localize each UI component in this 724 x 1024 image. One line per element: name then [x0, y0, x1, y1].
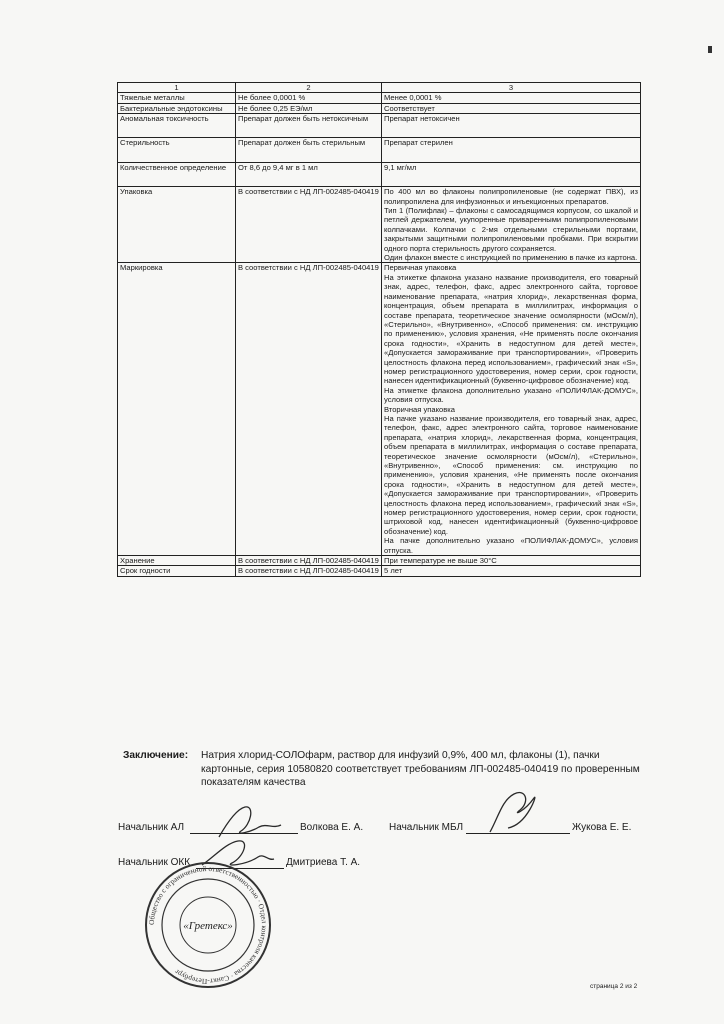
page-number: страница 2 из 2	[590, 983, 638, 990]
packaging-text: По 400 мл во флаконы полипропиленовые (не содержат ПВХ), из полипропилена для инфузионных и инъекционных препаратов.	[384, 187, 638, 206]
param-norm: В соответствии с НД ЛП-002485-040419	[236, 263, 382, 556]
column-header: 3	[382, 83, 641, 93]
secondary-pack-text: На пачке указано название производителя, его товарный знак, адрес, телефон, факс, адрес электронного сайта, торговое наименование препарата, «натрия хлорид», лекарственная форма, концентрация, объем препарата в миллилитрах, информация о составе препарата, теоретическое значение осмолярности (мОсм/л), «Стерильно», «Внутривенно», «Способ применения: см. инструкцию по применению», условия хранения, «Не применять после окончания срока годности», «Хранить в недоступном для детей месте», «Допускается замораживание при транспортировании», «Проверить целостность флакона перед использованием», графический знак «S», номер регистрационного удостоверения, номер серии, срок годности, штриховой код, нанесен идентификационный (буквенно-цифровое обозначение) код.	[384, 413, 638, 536]
param-result	[382, 263, 641, 556]
param-norm: В соответствии с НД ЛП-002485-040419	[236, 566, 382, 576]
param-result	[382, 187, 641, 263]
primary-pack-text: На этикетке флакона дополнительно указано «ПОЛИФЛАК-ДОМУС», условия отпуска.	[384, 385, 638, 405]
signature-mbl	[484, 788, 544, 838]
param-norm: Не более 0,0001 %	[236, 93, 382, 103]
al-name: Волкова Е. А.	[300, 822, 364, 833]
param-name: Тяжелые металлы	[118, 93, 236, 103]
param-norm: Препарат должен быть стерильным	[236, 138, 382, 163]
okk-title: Начальник ОКК	[118, 857, 191, 868]
param-name: Срок годности	[118, 566, 236, 576]
param-norm: От 8,6 до 9,4 мг в 1 мл	[236, 163, 382, 187]
stamp-ring-text: Общество с ограниченной ответственностью · Отдел контроля качества · Санкт-Петербург	[146, 863, 270, 987]
param-norm: Препарат должен быть нетоксичным	[236, 114, 382, 138]
param-norm: Не более 0,25 ЕЭ/мл	[236, 103, 382, 113]
table-row	[118, 103, 641, 113]
param-result: 5 лет	[382, 566, 641, 576]
scan-mark	[708, 46, 712, 53]
al-title: Начальник АЛ	[118, 822, 185, 833]
table-row	[118, 556, 641, 566]
packaging-text: Тип 1 (Полифлак) – флаконы с самосадящимся корпусом, со шкалой и петлей держателем, укупоренные приваренными полипропиленовыми колпачками. Колпачки с 2-мя отдельными стерильными портами, закрытыми защитными полипропиленовыми пробками. При вскрытии одного порта стерильность другого сохраняется.	[384, 206, 638, 253]
param-name: Количественное определение	[118, 163, 236, 187]
conclusion-label: Заключение:	[123, 750, 189, 761]
stamp-center-text: «Гретекс»	[183, 920, 233, 932]
table-row	[118, 138, 641, 163]
table-row	[118, 263, 641, 556]
table-row	[118, 187, 641, 263]
primary-pack-title: Первичная упаковка	[384, 263, 457, 273]
secondary-pack-title: Вторичная упаковка	[384, 404, 455, 414]
param-result: При температуре не выше 30°С	[382, 556, 641, 566]
table-row	[118, 114, 641, 138]
packaging-text: Один флакон вместе с инструкцией по применению в пачке из картона.	[384, 253, 638, 263]
param-name: Упаковка	[118, 187, 236, 263]
secondary-pack-text: На пачке дополнительно указано «ПОЛИФЛАК-ДОМУС», условия отпуска.	[384, 536, 638, 555]
primary-pack-text: На этикетке флакона указано название производителя, его товарный знак, адрес, телефон, факс, адрес электронного сайта, торговое наименование препарата, «натрия хлорид», лекарственная форма, концентрация, объем препарата в миллилитрах, информация о составе препарата, теоретическое значение осмолярности (мОсм/л), «Стерильно», «Внутривенно», «Способ применения: см. инструкцию по применению», условия хранения, «Не применять после окончания срока годности», «Хранить в недоступном для детей месте», «Допускается замораживание при транспортировании», «Проверить целостность флакона перед использованием», графический знак «S», номер регистрационного удостоверения, номер серии, срок годности, нанесен идентификационный (буквенно-цифровое обозначение) код.	[384, 272, 638, 386]
table-row	[118, 93, 641, 103]
conclusion-text: Натрия хлорид-СОЛОфарм, раствор для инфузий 0,9%, 400 мл, флаконы (1), пачки картонные, серия 10580820 соответствует требованиям ЛП-002485-040419 по проверенным показателям качества	[201, 750, 640, 788]
company-stamp-icon	[142, 860, 274, 990]
param-result: Препарат нетоксичен	[382, 114, 641, 138]
param-name: Хранение	[118, 556, 236, 566]
column-header: 1	[118, 83, 236, 93]
param-name: Маркировка	[118, 263, 236, 556]
param-result: Препарат стерилен	[382, 138, 641, 163]
param-result: Соответствует	[382, 103, 641, 113]
mbl-title: Начальник МБЛ	[389, 822, 464, 833]
mbl-name: Жукова Е. Е.	[572, 822, 632, 833]
param-name: Стерильность	[118, 138, 236, 163]
param-norm: В соответствии с НД ЛП-002485-040419	[236, 187, 382, 263]
param-name: Аномальная токсичность	[118, 114, 236, 138]
param-result: Менее 0,0001 %	[382, 93, 641, 103]
okk-name: Дмитриева Т. А.	[286, 857, 361, 868]
param-result: 9,1 мг/мл	[382, 163, 641, 187]
specification-table	[117, 82, 641, 577]
table-row	[118, 566, 641, 576]
param-name: Бактериальные эндотоксины	[118, 103, 236, 113]
param-norm: В соответствии с НД ЛП-002485-040419	[236, 556, 382, 566]
table-header-row	[118, 83, 641, 93]
table-row	[118, 163, 641, 187]
column-header: 2	[236, 83, 382, 93]
